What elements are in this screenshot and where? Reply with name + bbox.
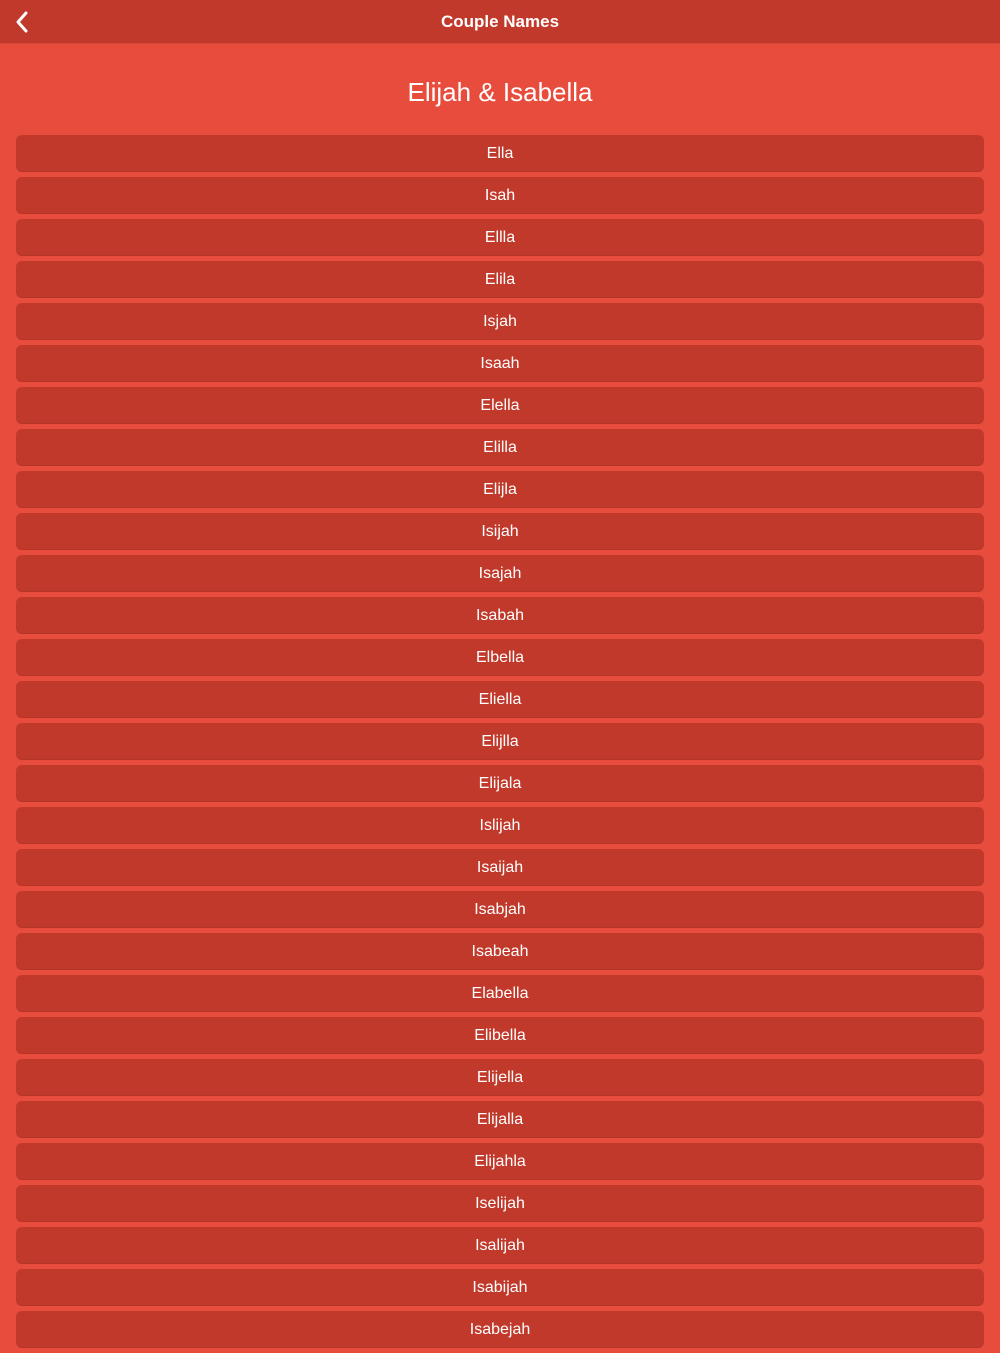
name-row[interactable]: Islijah: [16, 807, 984, 844]
name-row[interactable]: Isaah: [16, 345, 984, 382]
name-row[interactable]: Isaijah: [16, 849, 984, 886]
name-row[interactable]: Isjah: [16, 303, 984, 340]
name-row[interactable]: Isabijah: [16, 1269, 984, 1306]
name-row[interactable]: Isajah: [16, 555, 984, 592]
name-row[interactable]: Ellla: [16, 219, 984, 256]
name-row[interactable]: Elella: [16, 387, 984, 424]
name-row[interactable]: Elila: [16, 261, 984, 298]
name-row[interactable]: Isah: [16, 177, 984, 214]
navigation-bar: [0, 0, 1000, 43]
name-row[interactable]: Elijella: [16, 1059, 984, 1096]
name-row[interactable]: Isalijah: [16, 1227, 984, 1264]
name-row[interactable]: Elijla: [16, 471, 984, 508]
name-row[interactable]: Elijlla: [16, 723, 984, 760]
name-row[interactable]: Elijahla: [16, 1143, 984, 1180]
name-row[interactable]: Isabjah: [16, 891, 984, 928]
name-row[interactable]: Eliella: [16, 681, 984, 718]
name-row[interactable]: Elbella: [16, 639, 984, 676]
name-row[interactable]: Isijah: [16, 513, 984, 550]
back-button[interactable]: [0, 0, 44, 43]
name-suggestion-list: [16, 135, 984, 1353]
page-title: Couple Names: [440, 12, 560, 31]
name-row[interactable]: Elijalla: [16, 1101, 984, 1138]
name-row[interactable]: Elilla: [16, 429, 984, 466]
chevron-left-icon: [15, 11, 29, 33]
name-row[interactable]: Isabejah: [16, 1311, 984, 1348]
name-row[interactable]: Isabeah: [16, 933, 984, 970]
name-row[interactable]: Isabah: [16, 597, 984, 634]
name-row[interactable]: Ella: [16, 135, 984, 172]
name-row[interactable]: Iselijah: [16, 1185, 984, 1222]
name-row[interactable]: Elibella: [16, 1017, 984, 1054]
name-row[interactable]: Elijala: [16, 765, 984, 802]
couple-heading: Elijah & Isabella: [407, 77, 593, 107]
name-row[interactable]: Elabella: [16, 975, 984, 1012]
